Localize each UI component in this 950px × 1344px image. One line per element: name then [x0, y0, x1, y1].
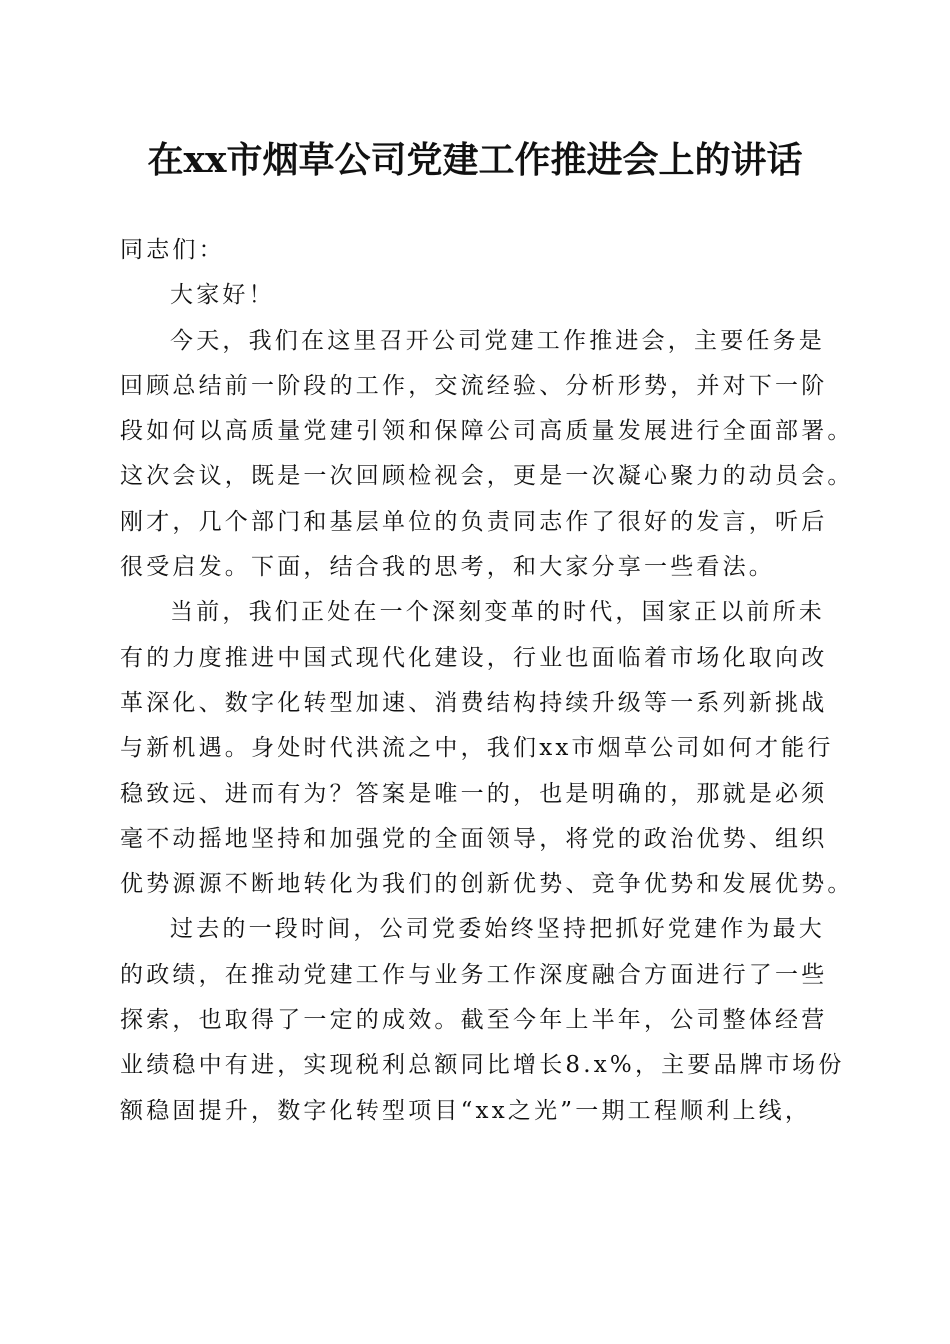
body-line: 今天，我们在这里召开公司党建工作推进会，主要任务是 [170, 327, 825, 354]
body-line: 额稳固提升，数字化转型项目“xx之光”一期工程顺利上线， [120, 1097, 812, 1124]
body-line: 回顾总结前一阶段的工作，交流经验、分析形势，并对下一阶 [120, 372, 828, 399]
document-body [120, 228, 854, 1134]
document-title: 在xx市烟草公司党建工作推进会上的讲话 [147, 139, 803, 181]
body-line: 毫不动摇地坚持和加强党的全面领导，将党的政治优势、组织 [120, 825, 828, 852]
body-line: 过去的一段时间，公司党委始终坚持把抓好党建作为最大 [170, 916, 825, 943]
body-line: 刚才，几个部门和基层单位的负责同志作了很好的发言，听后 [120, 508, 828, 535]
body-line: 革深化、数字化转型加速、消费结构持续升级等一系列新挑战 [120, 689, 828, 716]
body-line: 大家好！ [170, 282, 275, 309]
body-line: 段如何以高质量党建引领和保障公司高质量发展进行全面部署。 [120, 418, 854, 445]
body-line: 这次会议，既是一次回顾检视会，更是一次凝心聚力的动员会。 [120, 463, 854, 490]
body-line: 业绩稳中有进，实现税利总额同比增长8.x%，主要品牌市场份 [120, 1052, 845, 1079]
body-line: 与新机遇。身处时代洪流之中，我们xx市烟草公司如何才能行 [120, 735, 834, 762]
body-line: 很受启发。下面，结合我的思考，和大家分享一些看法。 [120, 554, 775, 581]
body-line: 稳致远、进而有为？答案是唯一的，也是明确的，那就是必须 [120, 780, 828, 807]
body-line: 探索，也取得了一定的成效。截至今年上半年，公司整体经营 [120, 1007, 828, 1034]
body-line: 优势源源不断地转化为我们的创新优势、竞争优势和发展优势。 [120, 871, 854, 898]
body-line: 的政绩，在推动党建工作与业务工作深度融合方面进行了一些 [120, 961, 828, 988]
body-line: 有的力度推进中国式现代化建设，行业也面临着市场化取向改 [120, 644, 828, 671]
body-line: 同志们： [120, 237, 225, 263]
body-line: 当前，我们正处在一个深刻变革的时代，国家正以前所未 [170, 599, 825, 626]
